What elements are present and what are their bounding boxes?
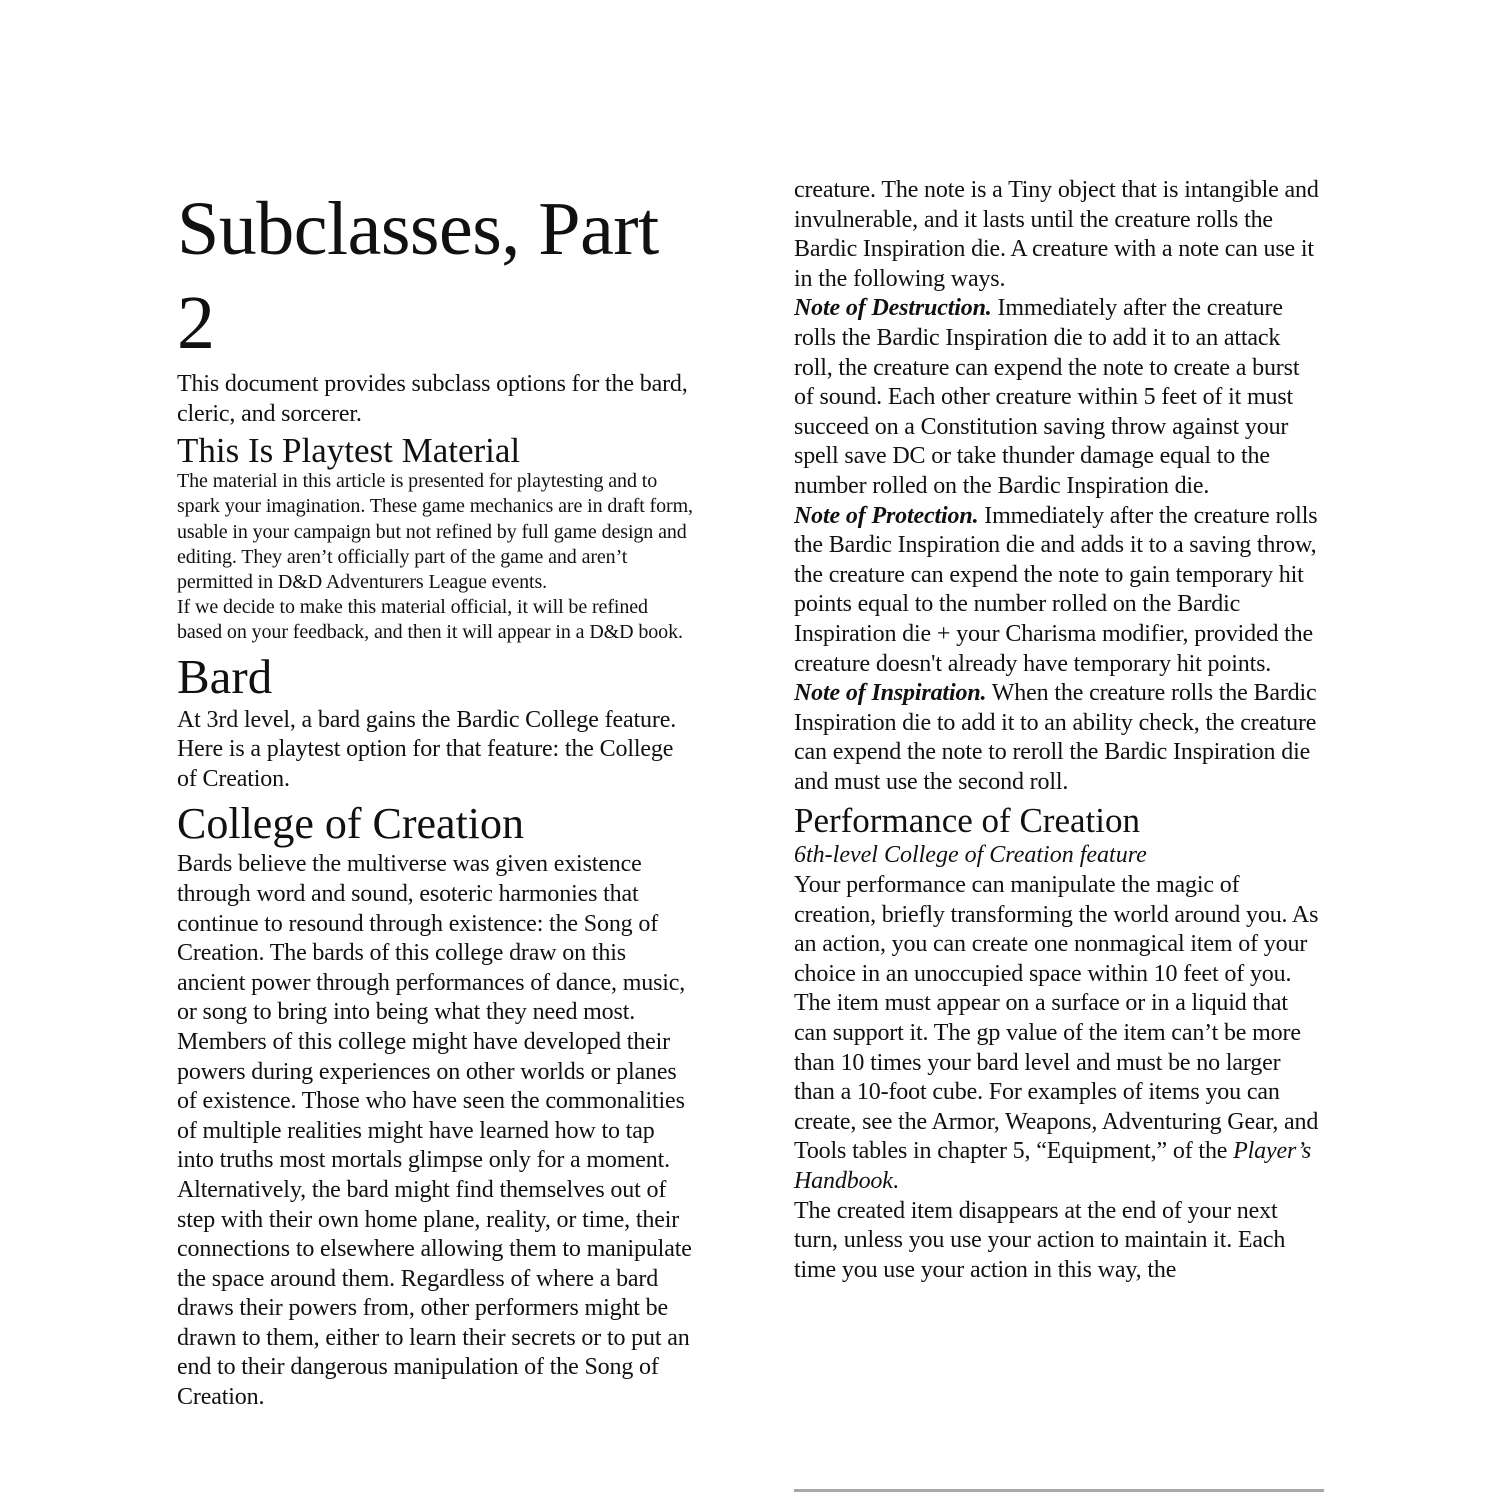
note-inspiration-paragraph xyxy=(794,679,1324,797)
performance-subtitle: 6th-level College of Creation feature xyxy=(794,842,1147,869)
left-column xyxy=(177,182,697,1413)
performance-paragraph-2: The created item disappears at the end of your next turn, unless you use your action to maintain it. Each time you use your action in this way, the xyxy=(794,1197,1286,1283)
intro-paragraph: This document provides subclass options for the bard, cleric, and sorcerer. xyxy=(177,371,688,427)
note-destruction-paragraph xyxy=(794,294,1324,501)
bard-heading: Bard xyxy=(177,648,273,704)
playtest-paragraph-2: If we decide to make this material official, it will be refined based on your feedback, and then it will appear in a D&D book. xyxy=(177,596,683,644)
college-paragraph-2: Members of this college might have developed their powers during experiences on other worlds or planes of existence. Those who have seen the commonalities of multiple realities might have learned how to tap into truths most mortals glimpse only for a moment. Alternatively, the bard might find themselves out of step with their own home plane, reality, or time, their connections to elsewhere allowing them to manipulate the space around them. Regardless of where a bard draws their powers from, other performers might be drawn to them, either to learn their secrets or to put an end to their dangerous manipulation of the Song of Creation. xyxy=(177,1028,692,1411)
note-protection-paragraph xyxy=(794,502,1324,680)
note-inspiration-text: When the creature rolls the Bardic Inspiration die to add it to an ability check, the creature can expend the note to reroll the Bardic Inspiration die and must use the second roll. xyxy=(794,680,1317,795)
performance-paragraph-1 xyxy=(794,871,1324,1197)
college-heading: College of Creation xyxy=(177,799,525,849)
performance-p1-text: Your performance can manipulate the magic of creation, briefly transforming the world around you. As an action, you can create one nonmagical item of your choice in an unoccupied space within 10 feet of you. The item must appear on a surface or in a liquid that can support it. The gp value of the item can’t be more than 10 times your bard level and must be no larger than a 10-foot cube. For examples of items you can create, see the Armor, Weapons, Adventuring Gear, and Tools tables in chapter 5, “Equipment,” of the xyxy=(794,872,1319,1165)
bard-paragraph: At 3rd level, a bard gains the Bardic College feature. Here is a playtest option for that feature: the College of Creation. xyxy=(177,706,677,792)
college-paragraph-1: Bards believe the multiverse was given existence through word and sound, esoteric harmonies that continue to resound through existence: the Song of Creation. The bards of this college draw on this ancient power through performances of dance, music, or song to bring into being what they need most. xyxy=(177,851,686,1026)
performance-p1-end: . xyxy=(892,1168,899,1194)
footer-divider xyxy=(794,1489,1324,1492)
page-title: Subclasses, Part 2 xyxy=(177,187,659,365)
note-destruction-text: Immediately after the creature rolls the Bardic Inspiration die to add it to an attack roll, the creature can expend the note to create a burst of sound. Each other creature within 5 feet of it must succeed on a Constitution saving throw against your spell save DC or take thunder damage equal to the number rolled on the Bardic Inspiration die. xyxy=(794,295,1300,499)
note-destruction-lead: Note of Destruction. xyxy=(794,295,992,322)
note-inspiration-lead: Note of Inspiration. xyxy=(794,680,987,707)
playtest-heading: This Is Playtest Material xyxy=(177,431,521,471)
continued-paragraph: creature. The note is a Tiny object that is intangible and invulnerable, and it lasts until the creature rolls the Bardic Inspiration die. A creature with a note can use it in the following ways. xyxy=(794,177,1319,292)
note-protection-lead: Note of Protection. xyxy=(794,502,979,529)
players-handbook-title: Player’s Handbook xyxy=(794,1138,1312,1194)
right-column xyxy=(794,176,1324,1285)
note-protection-text: Immediately after the creature rolls the Bardic Inspiration die and adds it to a saving throw, the creature can expend the note to gain temporary hit points equal to the number rolled on the Bardic Inspiration die + your Charisma modifier, provided the creature doesn't already have temporary hit points. xyxy=(794,502,1318,677)
performance-heading: Performance of Creation xyxy=(794,801,1140,841)
playtest-paragraph-1: The material in this article is presented for playtesting and to spark your imagination. These game mechanics are in draft form, usable in your campaign but not refined by full game design and editing. They aren’t officially part of the game and aren’t permitted in D&D Adventurers League events. xyxy=(177,470,693,593)
